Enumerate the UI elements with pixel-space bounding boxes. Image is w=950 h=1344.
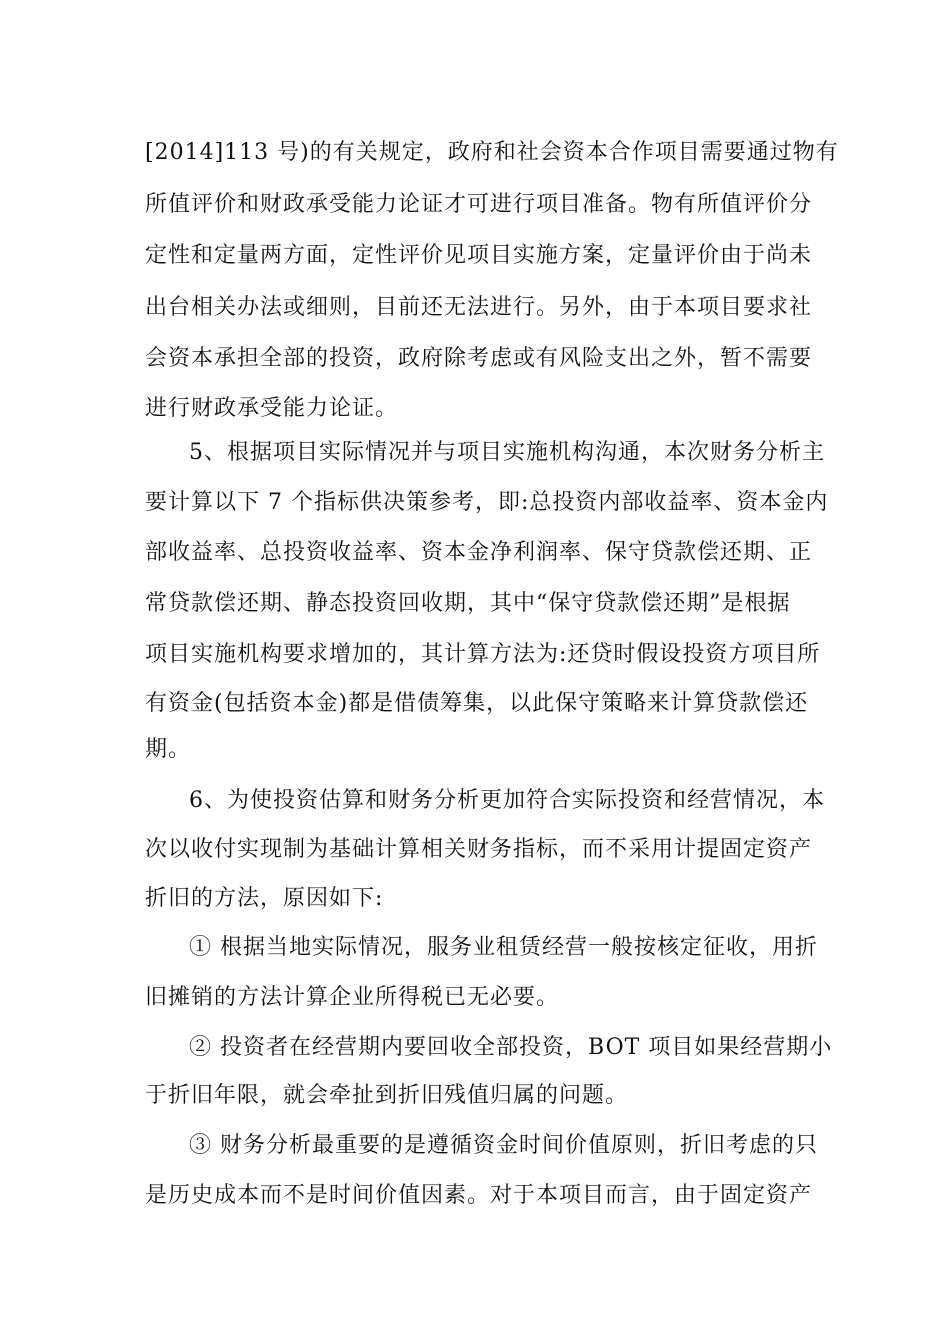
text-line: 6、为使投资估算和财务分析更加符合实际投资和经营情况，本 <box>189 788 825 813</box>
text-line: 次以收付实现制为基础计算相关财务指标，而不采用计提固定资产 <box>145 837 813 862</box>
text-line: ③ 财务分析最重要的是遵循资金时间价值原则，折旧考虑的只 <box>189 1133 818 1158</box>
text-line: 进行财政承受能力论证。 <box>145 396 399 421</box>
text-line: 于折旧年限，就会牵扯到折旧残值归属的问题。 <box>145 1083 629 1108</box>
text-line: ② 投资者在经营期内要回收全部投资，BOT 项目如果经营期小 <box>189 1035 833 1060</box>
text-line: ① 根据当地实际情况，服务业租赁经营一般按核定征收，用折 <box>189 935 818 960</box>
text-line: 部收益率、总投资收益率、资本金净利润率、保守贷款偿还期、正 <box>145 540 813 565</box>
text-line: 出台相关办法或细则，目前还无法进行。另外，由于本项目要求社 <box>145 295 813 320</box>
text-line: 旧摊销的方法计算企业所得税已无必要。 <box>145 985 560 1010</box>
text-line: 项目实施机构要求增加的，其计算方法为:还贷时假设投资方项目所 <box>145 642 821 667</box>
text-line: 会资本承担全部的投资，政府除考虑或有风险支出之外，暂不需要 <box>145 346 813 371</box>
text-line: 期。 <box>145 737 192 762</box>
text-line: 所值评价和财政承受能力论证才可进行项目准备。物有所值评价分 <box>145 192 813 217</box>
text-line: 5、根据项目实际情况并与项目实施机构沟通，本次财务分析主 <box>189 440 825 465</box>
text-line: 定性和定量两方面，定性评价见项目实施方案，定量评价由于尚未 <box>145 243 813 268</box>
text-line: 是历史成本而不是时间价值因素。对于本项目而言，由于固定资产 <box>145 1183 813 1208</box>
text-line: [2014]113 号)的有关规定，政府和社会资本合作项目需要通过物有 <box>145 140 839 165</box>
text-line: 常贷款偿还期、静态投资回收期，其中“保守贷款偿还期”是根据 <box>145 591 791 616</box>
text-line: 要计算以下 7 个指标供决策参考，即:总投资内部收益率、资本金内 <box>145 490 829 515</box>
text-line: 折旧的方法，原因如下: <box>145 886 384 911</box>
text-line: 有资金(包括资本金)都是借债筹集，以此保守策略来计算贷款偿还 <box>145 691 809 716</box>
